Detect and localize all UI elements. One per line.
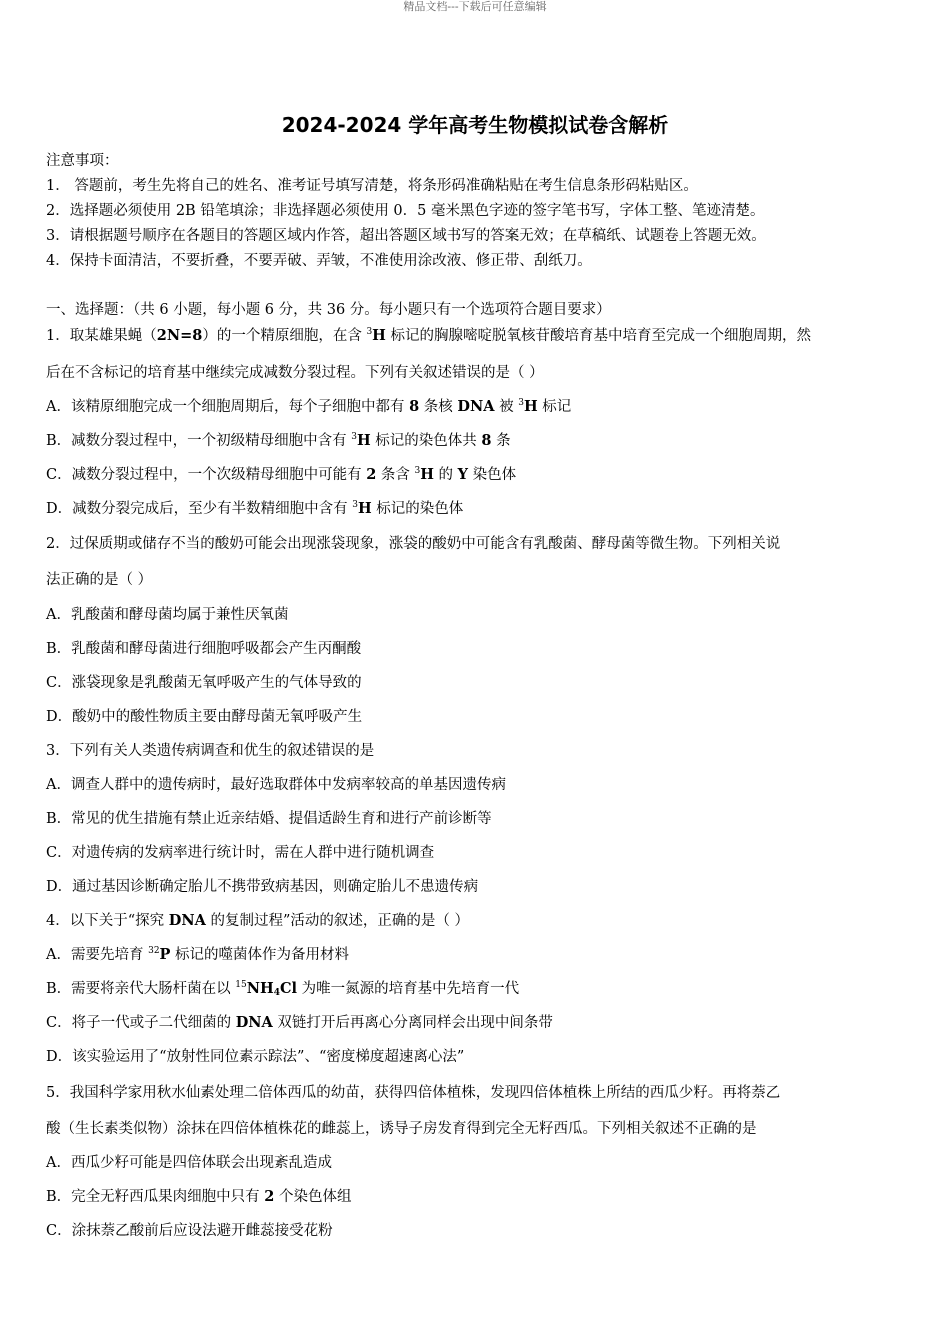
q4-option-d: D．该实验运用了“放射性同位素示踪法”、“密度梯度超速离心法” <box>46 1049 465 1065</box>
q3-option-b: B．常见的优生措施有禁止近亲结婚、提倡适龄生育和进行产前诊断等 <box>46 811 492 827</box>
q5-option-a: A．西瓜少籽可能是四倍体联会出现紊乱造成 <box>46 1155 332 1171</box>
q4-option-b: B．需要将亲代大肠杆菌在以 $^{15}NH_4Cl$ 为唯一氮源的培育基中先培育一代 <box>46 980 520 998</box>
q3-option-a: A．调查人群中的遗传病时，最好选取群体中发病率较高的单基因遗传病 <box>46 777 506 793</box>
q1-option-b: B．减数分裂过程中，一个初级精母细胞中含有 $^3$H 标记的染色体共 8 条 <box>46 432 511 449</box>
notice-heading: 注意事项： <box>46 153 119 169</box>
q5-option-b: B．完全无籽西瓜果肉细胞中只有 2 个染色体组 <box>46 1188 352 1205</box>
q2-option-c: C．涨袋现象是乳酸菌无氧呼吸产生的气体导致的 <box>46 675 362 691</box>
q2-option-d: D．酸奶中的酸性物质主要由酵母菌无氧呼吸产生 <box>46 709 363 725</box>
q3-stem: 3．下列有关人类遗传病调查和优生的叙述错误的是 <box>46 743 375 759</box>
q2-stem-line-2: 法正确的是（ ） <box>46 572 153 588</box>
q4-stem: 4．以下关于“探究 DNA 的复制过程”活动的叙述，正确的是（ ） <box>46 912 469 929</box>
page-title: 2024-2024 学年高考生物模拟试卷含解析 <box>281 113 669 137</box>
q3-option-c: C．对遗传病的发病率进行统计时，需在人群中进行随机调查 <box>46 845 435 861</box>
q1-stem-line-1: 1．取某雄果蝇（2N=8）的一个精原细胞，在含 $^3$H 标记的胸腺嘧啶脱氧核苷酸培育基中培育至完成一个细胞周期，然 <box>46 327 811 344</box>
q4-option-a: A．需要先培育 $^{32}$P 标记的噬菌体作为备用材料 <box>46 946 350 963</box>
q1-option-d: D．减数分裂完成后，至少有半数精细胞中含有 $^3$H 标记的染色体 <box>46 500 464 517</box>
q4-option-c: C．将子一代或子二代细菌的 DNA 双链打开后再离心分离同样会出现中间条带 <box>46 1014 553 1031</box>
q5-stem-line-1: 5．我国科学家用秋水仙素处理二倍体西瓜的幼苗，获得四倍体植株，发现四倍体植株上所结的西瓜少籽。再将萘乙 <box>46 1085 781 1101</box>
q3-option-d: D．通过基因诊断确定胎儿不携带致病基因，则确定胎儿不患遗传病 <box>46 879 479 895</box>
page-header: 精品文档---下载后可任意编辑 <box>403 0 547 13</box>
q2-stem-line-1: 2．过保质期或储存不当的酸奶可能会出现涨袋现象，涨袋的酸奶中可能含有乳酸菌、酵母菌等微生物。下列相关说 <box>46 536 781 552</box>
q5-stem-line-2: 酸（生长素类似物）涂抹在四倍体植株花的雌蕊上，诱导子房发育得到完全无籽西瓜。下列相关叙述不正确的是 <box>46 1121 757 1137</box>
q1-option-c: C．减数分裂过程中，一个次级精母细胞中可能有 2 条含 $^3$H 的 Y 染色体 <box>46 466 517 483</box>
q1-option-a: A．该精原细胞完成一个细胞周期后，每个子细胞中都有 8 条核 DNA 被 $^3$H 标记 <box>46 398 572 415</box>
section-heading: 一、选择题：（共 6 小题，每小题 6 分，共 36 分。每小题只有一个选项符合题目要求） <box>46 302 611 318</box>
notice-item-4: 4．保持卡面清洁，不要折叠，不要弄破、弄皱，不准使用涂改液、修正带、刮纸刀。 <box>46 253 592 269</box>
q1-stem-line-2: 后在不含标记的培育基中继续完成减数分裂过程。下列有关叙述错误的是（ ） <box>46 365 544 381</box>
notice-item-3: 3．请根据题号顺序在各题目的答题区域内作答，超出答题区域书写的答案无效；在草稿纸、试题卷上答题无效。 <box>46 228 766 244</box>
q2-option-b: B．乳酸菌和酵母菌进行细胞呼吸都会产生丙酮酸 <box>46 641 362 657</box>
q2-option-a: A．乳酸菌和酵母菌均属于兼性厌氧菌 <box>46 607 289 623</box>
notice-item-1: 1． 答题前，考生先将自己的姓名、准考证号填写清楚，将条形码准确粘贴在考生信息条形码粘贴区。 <box>46 178 698 194</box>
notice-item-2: 2．选择题必须使用 2B 铅笔填涂；非选择题必须使用 0．5 毫米黑色字迹的签字笔书写，字体工整、笔迹清楚。 <box>46 203 765 219</box>
q5-option-c: C．涂抹萘乙酸前后应设法避开雌蕊接受花粉 <box>46 1223 333 1239</box>
